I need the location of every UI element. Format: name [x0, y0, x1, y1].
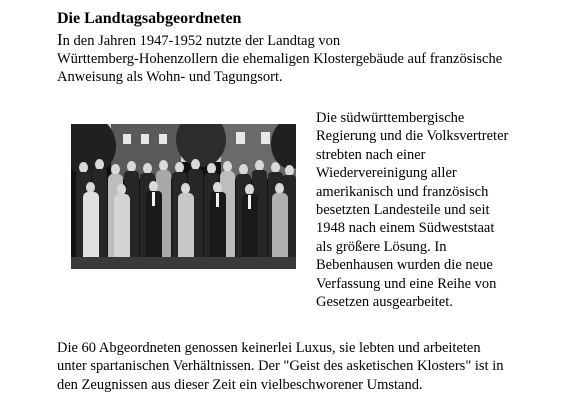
intro-line — [57, 31, 557, 50]
page-heading: Die Landtagsabgeordneten — [57, 10, 242, 27]
closing-line: unter spartanischen Verhältnissen. Der "Geist des asketischen Klosters" ist in — [57, 358, 504, 375]
intro-dropcap: I — [57, 30, 63, 49]
side-line: besetzten Landesteile und seit — [316, 202, 490, 219]
photo-window — [123, 134, 131, 144]
side-line: Wiedervereinigung aller — [316, 165, 457, 182]
intro-line-text: n den Jahren 1947-1952 nutzte der Landtag von — [62, 33, 341, 49]
person-shirt — [248, 195, 251, 209]
photo-ground — [71, 257, 296, 269]
closing-line: den Zeugnissen aus dieser Zeit ein vielbeschworener Umstand. — [57, 376, 423, 393]
side-line: 1948 nach einem Südweststaat — [316, 220, 495, 237]
photo-window — [236, 132, 245, 144]
side-line: Bebenhausen wurden die neue — [316, 257, 493, 274]
person-shirt — [216, 193, 219, 207]
closing-line: Die 60 Abgeordneten genossen keinerlei Luxus, sie lebten und arbeiteten — [57, 340, 481, 356]
side-line: Verfassung und eine Reihe von — [316, 275, 497, 292]
photo-window — [141, 134, 149, 144]
person-shirt — [152, 192, 155, 206]
side-line: Gesetzen ausgearbeitet. — [316, 294, 453, 311]
side-line: amerikanisch und französisch — [316, 183, 489, 200]
intro-paragraph — [57, 31, 557, 86]
photo-window — [261, 132, 270, 144]
side-line: strebten nach einer — [316, 146, 426, 163]
side-line: Die südwürttembergische — [316, 110, 465, 126]
side-paragraph — [316, 109, 566, 311]
side-line: als größere Lösung. In — [316, 238, 447, 255]
intro-line: Anweisung als Wohn- und Tagungsort. — [57, 69, 283, 85]
photo-tree — [71, 124, 116, 176]
closing-paragraph — [57, 339, 567, 394]
group-photo — [71, 124, 296, 269]
intro-line: Württemberg-Hohenzollern die ehemaligen Klostergebäude auf französische — [57, 51, 503, 67]
photo-window — [159, 134, 167, 144]
side-line: Regierung und die Volksvertreter — [316, 128, 509, 145]
